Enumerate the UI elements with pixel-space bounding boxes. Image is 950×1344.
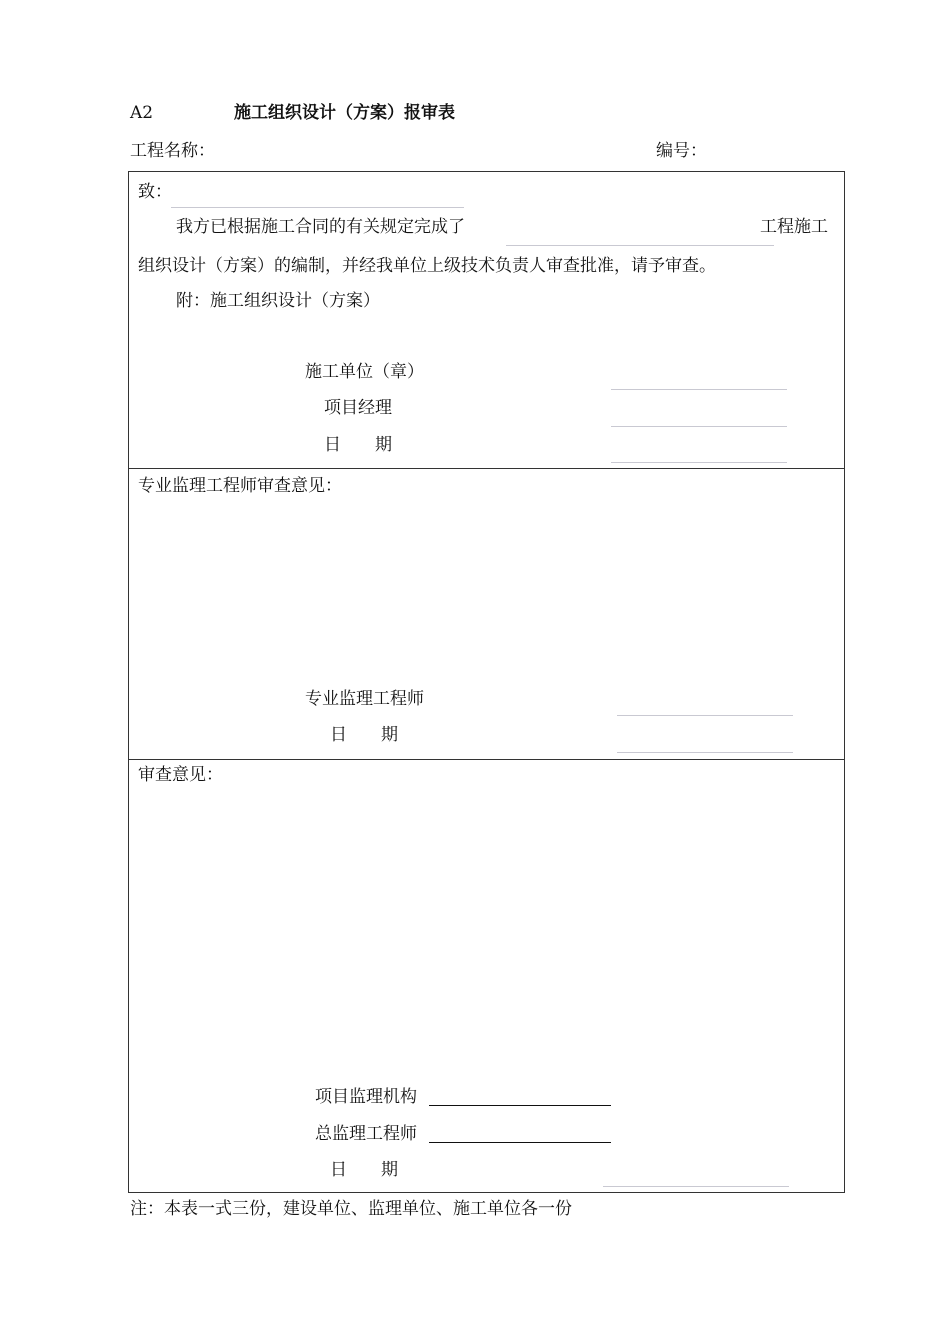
engineer-label: 专业监理工程师 — [305, 689, 424, 709]
engineer-date-field[interactable] — [617, 752, 793, 753]
chief-engineer-label: 总监理工程师 — [315, 1124, 417, 1144]
contractor-label: 施工单位（章） — [305, 362, 424, 382]
form-code: A2 — [130, 103, 154, 123]
pm-field[interactable] — [611, 426, 787, 427]
section-divider-1 — [128, 468, 845, 469]
number-label: 编号： — [656, 141, 707, 161]
chief-date-label: 日 期 — [330, 1160, 398, 1180]
supervision-org-label: 项目监理机构 — [315, 1087, 417, 1107]
body-line1-prefix: 我方已根据施工合同的有关规定完成了 — [176, 217, 465, 237]
chief-date-field[interactable] — [603, 1186, 789, 1187]
supervision-org-field[interactable] — [429, 1105, 611, 1106]
body-line1-suffix: 工程施工 — [760, 217, 828, 237]
engineer-field[interactable] — [617, 715, 793, 716]
contractor-field[interactable] — [611, 389, 787, 390]
attachment-text: 附：施工组织设计（方案） — [176, 291, 380, 311]
section-divider-2 — [128, 759, 845, 760]
body-line2: 组织设计（方案）的编制，并经我单位上级技术负责人审查批准，请予审查。 — [138, 256, 716, 276]
engineer-date-label: 日 期 — [330, 725, 398, 745]
form-table — [128, 171, 845, 1193]
project-field[interactable] — [506, 245, 774, 246]
footer-note: 注：本表一式三份，建设单位、监理单位、施工单位各一份 — [130, 1199, 572, 1219]
page-title: 施工组织设计（方案）报审表 — [234, 103, 455, 123]
pm-label: 项目经理 — [324, 398, 392, 418]
review-opinion-heading: 审查意见： — [138, 765, 223, 785]
to-label: 致： — [138, 182, 172, 202]
date-label: 日 期 — [324, 435, 392, 455]
engineer-opinion-heading: 专业监理工程师审查意见： — [138, 476, 342, 496]
project-name-label: 工程名称： — [130, 141, 215, 161]
to-field[interactable] — [171, 207, 464, 208]
chief-engineer-field[interactable] — [429, 1142, 611, 1143]
date-field[interactable] — [611, 462, 787, 463]
